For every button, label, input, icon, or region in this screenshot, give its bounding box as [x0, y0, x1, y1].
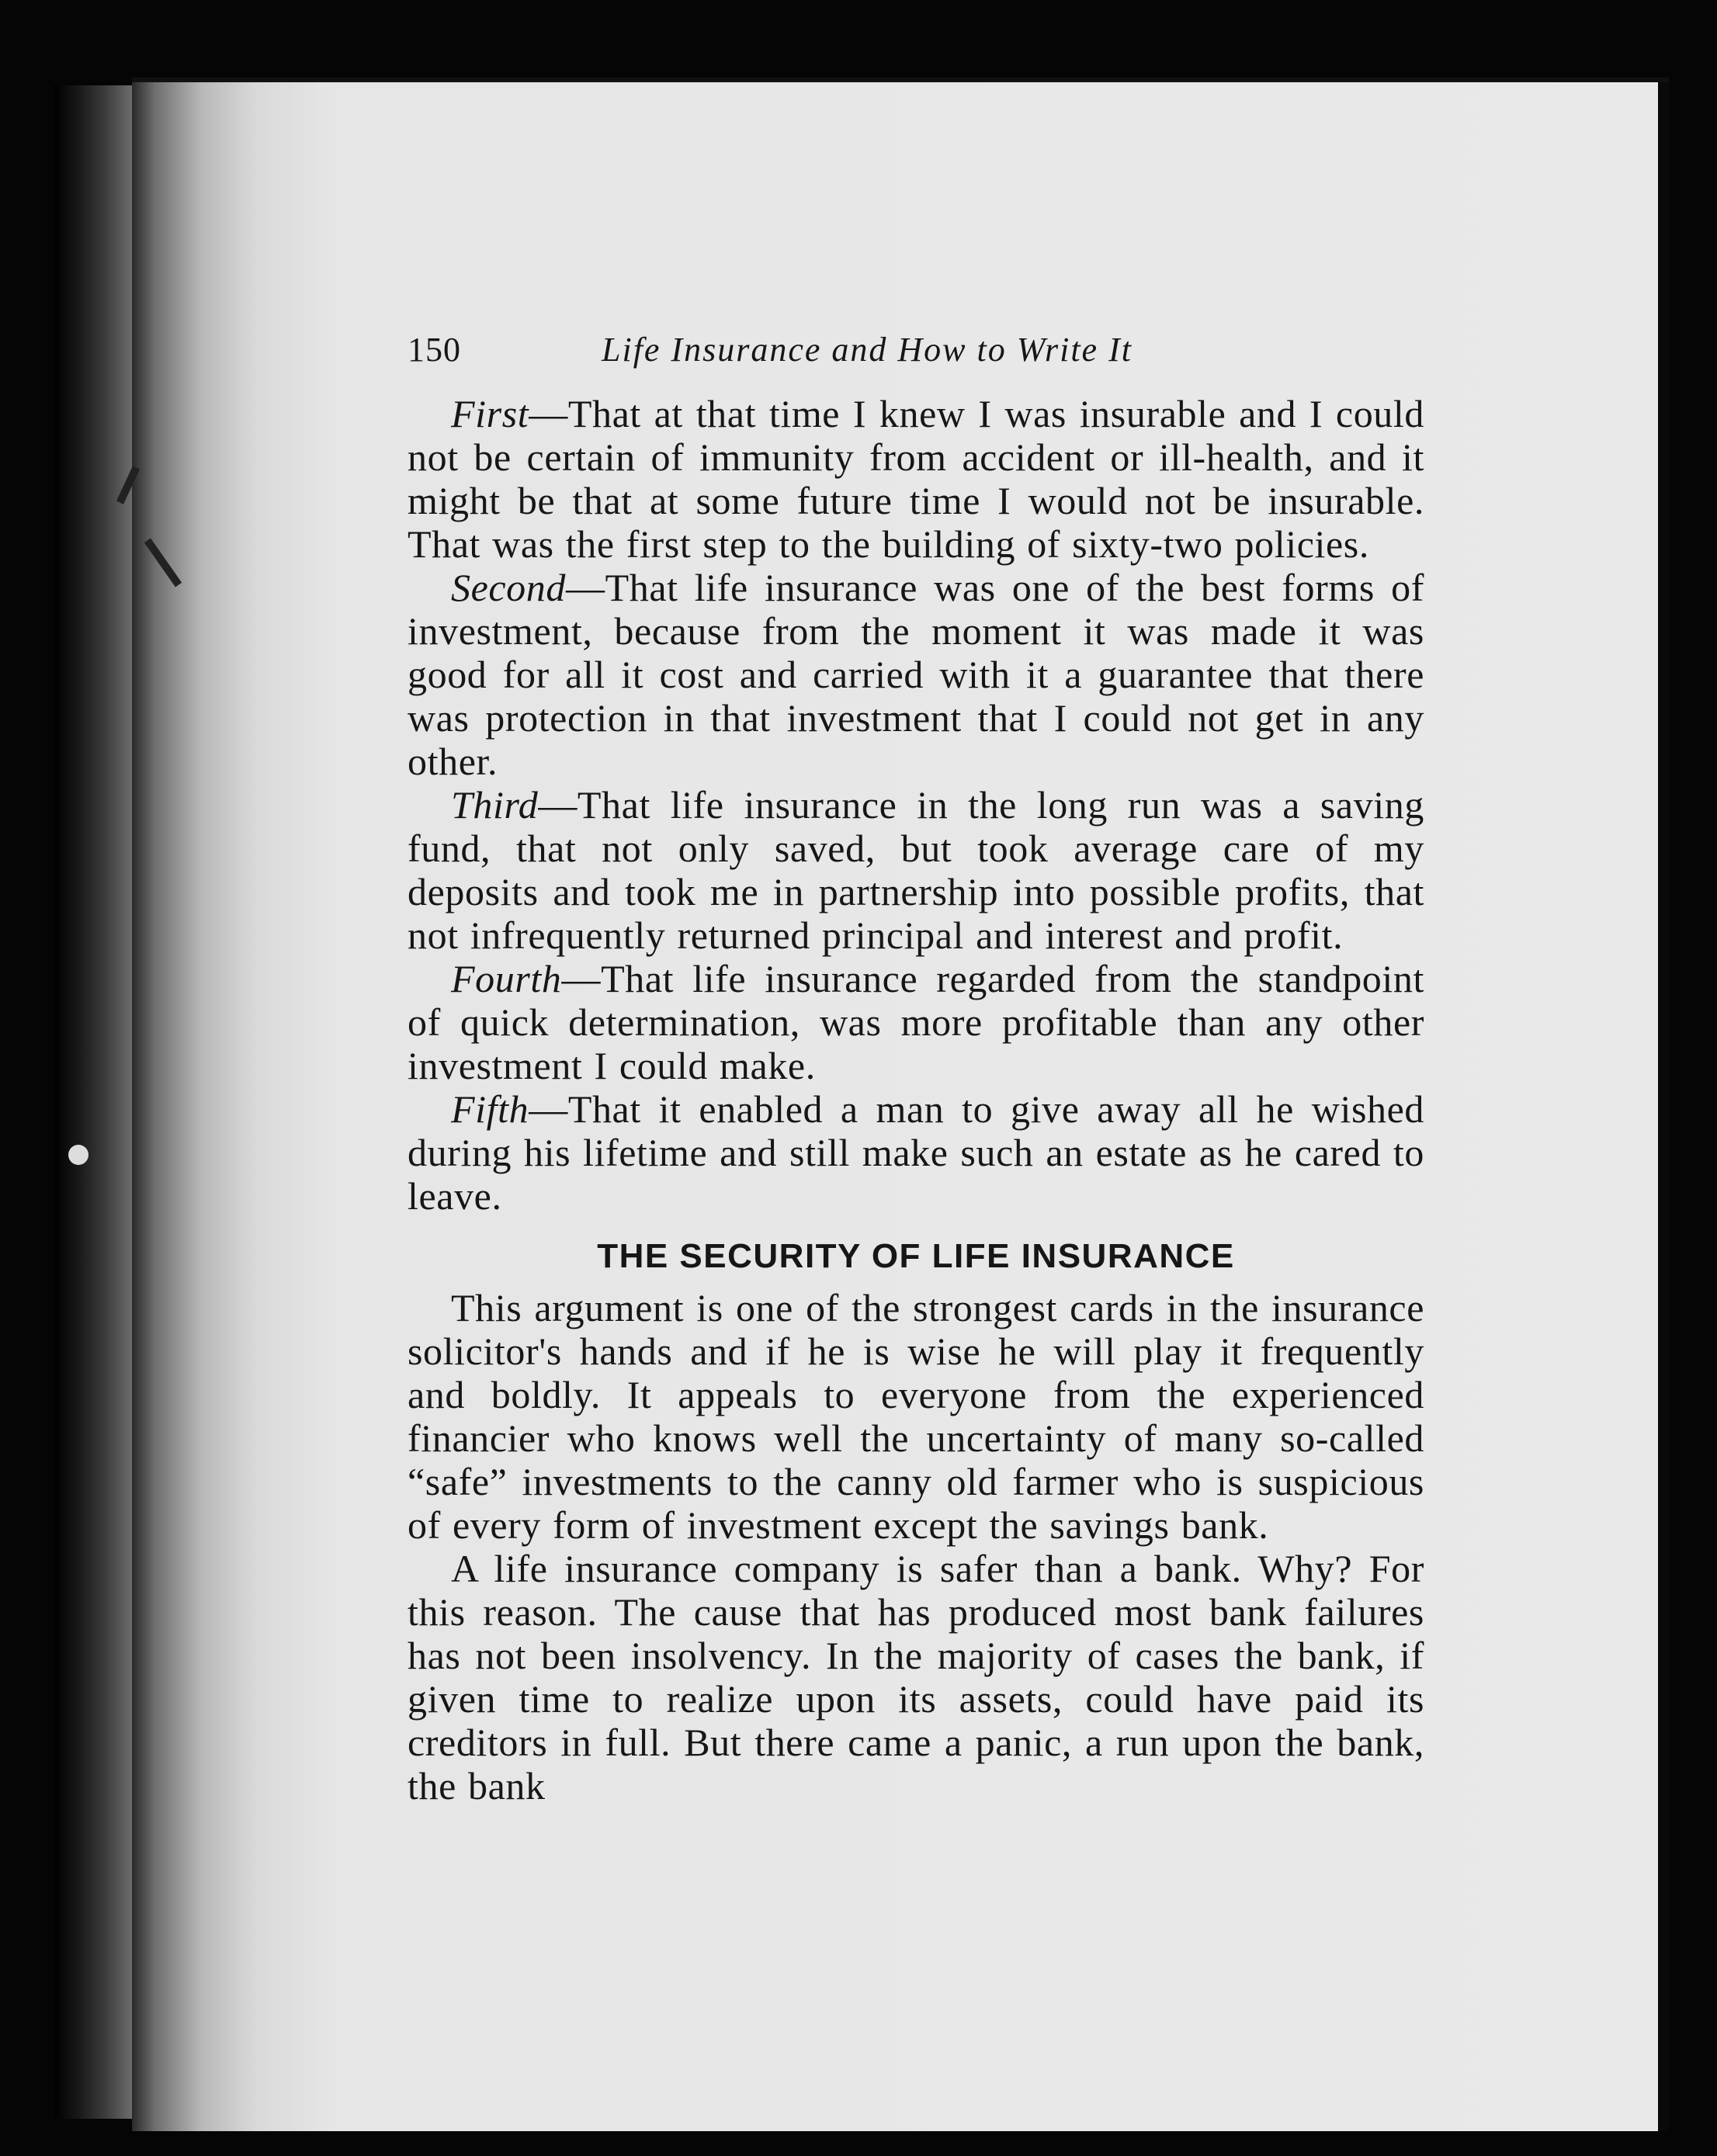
running-title: Life Insurance and How to Write It	[602, 331, 1133, 369]
paragraph-third	[408, 783, 1424, 957]
paragraph-text: —That it enabled a man to give away all he wished during his lifetime and still make such an estate as he cared to leave.	[408, 1087, 1424, 1218]
paragraph-lead: First	[451, 392, 529, 435]
paragraph-second	[408, 566, 1424, 783]
paragraph-text: —That life insurance was one of the best forms of investment, because from the moment it was made it was good for all it cost and carried with it a guarantee that there was protection in that investment that I could not get in any other.	[408, 566, 1424, 783]
paragraph-lead: Fifth	[451, 1087, 529, 1131]
paragraph-lead: Third	[451, 783, 539, 827]
scan-speck	[68, 1145, 88, 1165]
paragraph-fifth	[408, 1087, 1424, 1218]
paragraph-fourth	[408, 957, 1424, 1087]
section-heading: THE SECURITY OF LIFE INSURANCE	[597, 1237, 1235, 1275]
paragraph-text: —That life insurance in the long run was a saving fund, that not only saved, but took average care of my deposits and took me in partnership into possible profits, that not infrequently returned principal and interest and profit.	[408, 783, 1424, 957]
page-content	[408, 330, 1424, 1808]
paragraph-first	[408, 392, 1424, 566]
paragraph-text: —That at that time I knew I was insurable and I could not be certain of immunity from accident or ill-health, and it might be that at some future time I would not be insurable. That was the first step to the building of sixty-two policies.	[408, 392, 1424, 566]
paragraph-text: —That life insurance regarded from the standpoint of quick determination, was more profitable than any other investment I could make.	[408, 957, 1424, 1087]
paragraph-lead: Fourth	[451, 957, 562, 1000]
page-number: 150	[408, 331, 461, 369]
page-edge	[1658, 82, 1669, 2131]
paragraph-lead: Second	[451, 566, 566, 609]
section-paragraph: This argument is one of the strongest cards in the insurance solicitor's hands and if he is wise he will play it frequently and boldly. It appeals to everyone from the experienced financier who knows well the uncertainty of many so-called “safe” investments to the canny old farmer who is suspicious of every form of investment except the savings bank.	[408, 1286, 1424, 1547]
book-spine-shadow	[54, 85, 140, 2119]
running-head	[408, 330, 1424, 378]
section-paragraph: A life insurance company is safer than a bank. Why? For this reason. The cause that has produced most bank failures has not been insolvency. In the majority of cases the bank, if given time to realize upon its assets, could have paid its creditors in full. But there came a panic, a run upon the bank, the bank	[408, 1547, 1424, 1808]
